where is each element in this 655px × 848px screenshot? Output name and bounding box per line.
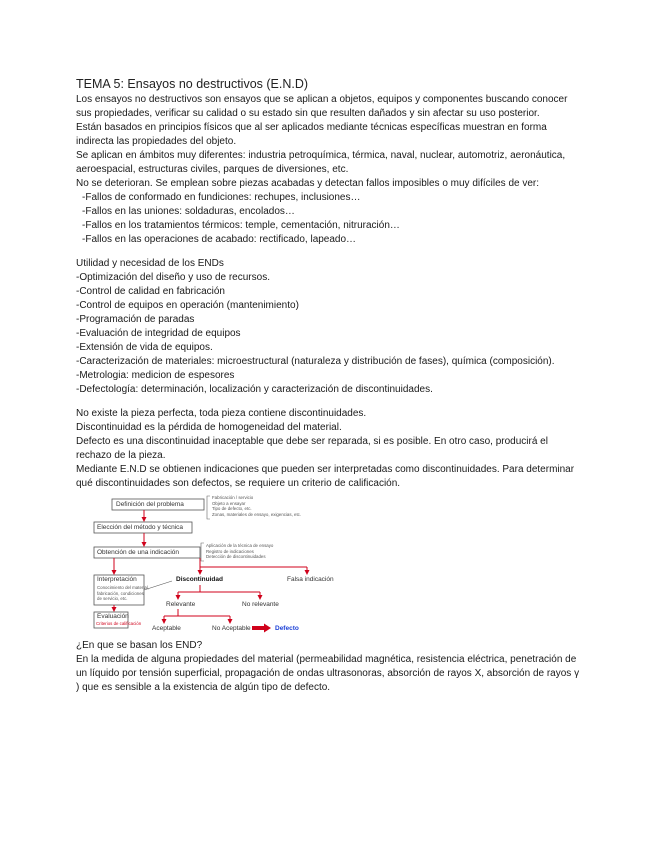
obtencion-box: Obtención de una indicación <box>97 548 180 556</box>
intro-paragraph: No se deterioran. Se emplean sobre piezas acabadas y detectan fallos imposibles o muy difíciles de ver: <box>76 178 540 189</box>
aceptable-label: Aceptable <box>152 625 181 632</box>
falsa-indicacion-label: Falsa indicación <box>287 576 334 583</box>
definicion-note: Fabricación / servicio Objeto a ensayar Tipo de defecto, etc. Zonas, materiales de ensayo, exigencias, etc. <box>212 495 302 517</box>
no-aceptable-label: No Aceptable <box>212 625 251 632</box>
utilidad-item: -Evaluación de integridad de equipos <box>76 328 241 339</box>
obtencion-note: Aplicación de la técnica de ensayo Registro de indicaciones Detección de discontinuidades <box>206 543 274 559</box>
utilidad-item: -Optimización del diseño y uso de recursos. <box>76 272 270 283</box>
document-page <box>76 76 581 695</box>
relevante-label: Relevante <box>166 601 196 608</box>
fallo-item: -Fallos de conformado en fundiciones: rechupes, inclusiones… <box>82 192 361 203</box>
definicion-box: Definición del problema <box>116 500 184 508</box>
end-flow-diagram <box>92 495 352 635</box>
utilidad-heading: Utilidad y necesidad de los ENDs <box>76 258 224 269</box>
discont-paragraph: Defecto es una discontinuidad inaceptable que debe ser reparada, si es posible. En otro caso, producirá el rechazo de la pieza. <box>76 436 548 461</box>
utilidad-item: -Extensión de vida de equipos. <box>76 342 213 353</box>
fallo-item: -Fallos en los tratamientos térmicos: temple, cementación, nitruración… <box>82 220 400 231</box>
utilidad-item: -Metrologia: medicion de espesores <box>76 370 235 381</box>
base-heading: ¿En que se basan los END? <box>76 640 203 651</box>
evaluacion-note: Criterios de calificación <box>96 621 142 626</box>
eleccion-box: Elección del método y técnica <box>97 523 183 531</box>
discont-paragraph: No existe la pieza perfecta, toda pieza contiene discontinuidades. <box>76 408 367 419</box>
utilidad-item: -Caracterización de materiales: microestructural (naturaleza y distribución de fases), química (composición). <box>76 356 555 367</box>
no-relevante-label: No relevante <box>242 601 279 608</box>
discont-paragraph: Discontinuidad es la pérdida de homogeneidad del material. <box>76 422 342 433</box>
utilidad-item: -Control de calidad en fabricación <box>76 286 225 297</box>
evaluacion-box: Evaluación <box>97 613 129 620</box>
defecto-arrow <box>252 624 271 633</box>
discont-paragraph: Mediante E.N.D se obtienen indicaciones que pueden ser interpretadas como discontinuidades. Para determinar qué discontinuidades son defectos, se requiere un criterio de calificación. <box>76 464 575 489</box>
base-paragraph: En la medida de alguna propiedades del material (permeabilidad magnética, resistencia eléctrica, penetración de un líquido por tensión superficial, propagación de ondas ultrasonoras, absorción de rayos X, absorción de rayos γ ) que es sensible a la existencia de algún tipo de defecto. <box>76 654 580 693</box>
intro-paragraph: Los ensayos no destructivos son ensayos que se aplican a objetos, equipos y componentes buscando conocer sus propiedades, verificar su calidad o su estado sin que resulten dañados y sin afectar su uso posterior. <box>76 94 568 119</box>
intro-paragraph: Se aplican en ámbitos muy diferentes: industria petroquímica, térmica, naval, nuclear, automotriz, aeronáutica, aeroespacial, estructuras civiles, parques de diversiones, etc. <box>76 150 566 175</box>
interpretacion-note: Conocimiento del material, fabricación, condiciones de servicio, etc. <box>97 585 149 601</box>
interpretacion-box: Interpretación <box>97 576 137 583</box>
utilidad-item: -Control de equipos en operación (mantenimiento) <box>76 300 299 311</box>
defecto-label: Defecto <box>275 625 299 632</box>
utilidad-item: -Programación de paradas <box>76 314 195 325</box>
intro-paragraph: Están basados en principios físicos que al ser aplicados mediante técnicas específicas muestran en forma indirecta las propiedades del objeto. <box>76 122 547 147</box>
discontinuidad-label: Discontinuidad <box>176 576 223 583</box>
utilidad-item: -Defectología: determinación, localización y caracterización de discontinuidades. <box>76 384 433 395</box>
fallo-item: -Fallos en las uniones: soldaduras, encolados… <box>82 206 295 217</box>
page-title: TEMA 5: Ensayos no destructivos (E.N.D) <box>76 77 309 91</box>
fallo-item: -Fallos en las operaciones de acabado: rectificado, lapeado… <box>82 234 357 245</box>
